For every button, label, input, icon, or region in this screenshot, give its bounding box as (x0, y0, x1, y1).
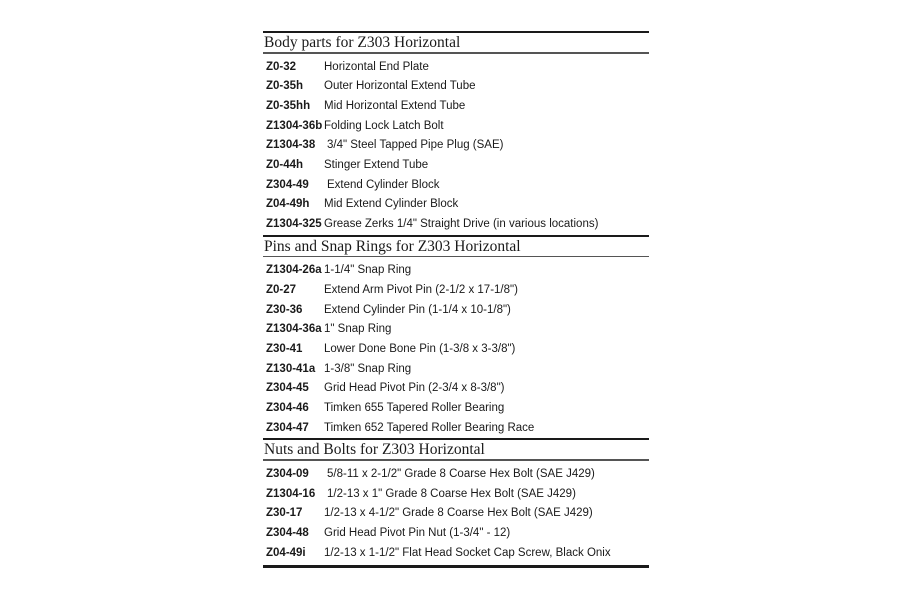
part-row (263, 399, 649, 419)
part-row (263, 419, 649, 439)
part-row (263, 77, 649, 97)
section-heading: Pins and Snap Rings for Z303 Horizontal (264, 237, 521, 255)
part-code: Z30-41 (266, 342, 303, 355)
part-code: Z0-35h (266, 80, 304, 93)
part-description: 3/4" Steel Tapped Pipe Plug (SAE) (327, 139, 504, 152)
part-description: Extend Cylinder Block (327, 178, 440, 191)
part-row (263, 301, 649, 321)
part-description: Grid Head Pivot Pin Nut (1-3/4" - 12) (324, 526, 511, 539)
section-heading: Nuts and Bolts for Z303 Horizontal (264, 441, 485, 459)
part-row (263, 465, 649, 485)
part-code: Z1304-36a (266, 323, 322, 336)
part-code: Z1304-325 (266, 218, 322, 230)
parts-list-document (263, 31, 649, 568)
part-description: Lower Done Bone Pin (1-3/8 x 3-3/8") (324, 342, 516, 355)
part-row (263, 136, 649, 156)
part-code: Z0-27 (266, 283, 297, 296)
part-row (263, 215, 649, 235)
part-description: Outer Horizontal Extend Tube (324, 80, 476, 93)
part-code: Z0-35hh (266, 99, 311, 112)
part-row (263, 97, 649, 117)
part-row (263, 58, 649, 78)
part-code: Z0-32 (266, 60, 297, 73)
part-code: Z304-48 (266, 526, 309, 539)
part-row (263, 485, 649, 505)
part-description: Timken 655 Tapered Roller Bearing (324, 402, 505, 414)
part-description: Grid Head Pivot Pin (2-3/4 x 8-3/8") (324, 382, 505, 395)
document-end-rule (263, 565, 649, 568)
part-row (263, 195, 649, 215)
part-row (263, 176, 649, 196)
part-row (263, 340, 649, 360)
part-description: 1/2-13 x 4-1/2" Grade 8 Coarse Hex Bolt (SAE J429) (324, 507, 593, 520)
part-row (263, 156, 649, 176)
part-description: Extend Arm Pivot Pin (2-1/2 x 17-1/8") (324, 283, 518, 296)
part-description: 1/2-13 x 1-1/2" Flat Head Socket Cap Screw, Black Onix (324, 546, 611, 559)
part-description: 1-1/4" Snap Ring (324, 264, 412, 277)
part-row (263, 320, 649, 340)
part-description: Grease Zerks 1/4" Straight Drive (in various locations) (324, 218, 599, 230)
part-code: Z1304-16 (266, 487, 316, 500)
part-code: Z304-49 (266, 178, 309, 191)
heading-underline (263, 459, 649, 461)
part-description: Extend Cylinder Pin (1-1/4 x 10-1/8") (324, 303, 511, 316)
part-row (263, 117, 649, 137)
part-description: Mid Horizontal Extend Tube (324, 99, 466, 112)
part-description: Stinger Extend Tube (324, 158, 429, 171)
part-description: 1" Snap Ring (324, 323, 392, 336)
part-row (263, 504, 649, 524)
part-code: Z30-17 (266, 507, 303, 520)
part-row (263, 379, 649, 399)
part-row (263, 261, 649, 281)
part-code: Z304-47 (266, 421, 309, 434)
part-code: Z1304-26a (266, 264, 322, 277)
section-nuts-bolts (263, 438, 649, 567)
part-code: Z04-49h (266, 198, 310, 211)
part-description: Horizontal End Plate (324, 60, 429, 73)
part-description: 5/8-11 x 2-1/2" Grade 8 Coarse Hex Bolt (SAE J429) (327, 467, 595, 480)
part-code: Z1304-38 (266, 139, 316, 152)
part-code: Z04-49i (266, 546, 306, 559)
heading-underline (263, 256, 649, 258)
part-description: 1/2-13 x 1" Grade 8 Coarse Hex Bolt (SAE J429) (327, 487, 576, 500)
part-code: Z304-46 (266, 402, 309, 414)
section-pins-snap-rings (263, 235, 649, 439)
part-row (263, 360, 649, 380)
part-description: Timken 652 Tapered Roller Bearing Race (324, 421, 535, 434)
part-code: Z0-44h (266, 158, 304, 171)
part-code: Z304-45 (266, 382, 309, 395)
section-heading: Body parts for Z303 Horizontal (264, 34, 461, 51)
part-description: Mid Extend Cylinder Block (324, 198, 459, 211)
part-code: Z30-36 (266, 303, 303, 316)
part-description: Folding Lock Latch Bolt (324, 119, 444, 132)
part-code: Z304-09 (266, 467, 309, 480)
part-code: Z130-41a (266, 362, 316, 375)
part-row (263, 524, 649, 544)
heading-underline (263, 52, 649, 54)
section-body-parts (263, 31, 649, 235)
part-row (263, 281, 649, 301)
part-description: 1-3/8" Snap Ring (324, 362, 412, 375)
part-row (263, 544, 649, 564)
part-code: Z1304-36b (266, 119, 323, 132)
